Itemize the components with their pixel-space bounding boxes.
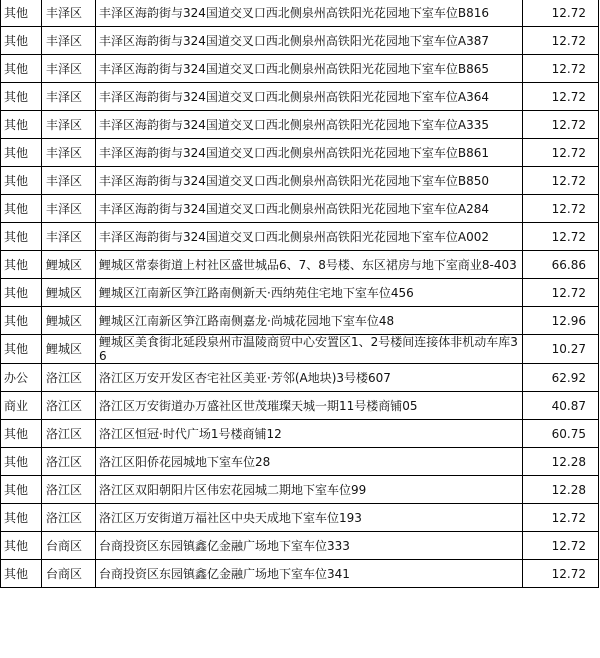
table-row bbox=[1, 392, 599, 420]
area-cell: 12.72 bbox=[523, 532, 599, 560]
area-cell: 12.96 bbox=[523, 307, 599, 335]
type-cell: 其他 bbox=[1, 476, 42, 504]
area-cell: 12.72 bbox=[523, 139, 599, 167]
table-row bbox=[1, 476, 599, 504]
address-cell: 鲤城区美食街北延段泉州市温陵商贸中心安置区1、2号楼间连接体非机动车库36 bbox=[96, 335, 523, 364]
address-cell: 鲤城区江南新区笋江路南侧嘉龙·尚城花园地下室车位48 bbox=[96, 307, 523, 335]
type-cell: 其他 bbox=[1, 532, 42, 560]
address-cell: 洛江区阳侨花园城地下室车位28 bbox=[96, 448, 523, 476]
district-cell: 鲤城区 bbox=[42, 335, 96, 364]
district-cell: 鲤城区 bbox=[42, 279, 96, 307]
table-row bbox=[1, 139, 599, 167]
address-cell: 洛江区万安开发区杏宅社区美亚·芳邻(A地块)3号楼607 bbox=[96, 364, 523, 392]
type-cell: 其他 bbox=[1, 83, 42, 111]
area-cell: 12.28 bbox=[523, 476, 599, 504]
district-cell: 台商区 bbox=[42, 560, 96, 588]
district-cell: 丰泽区 bbox=[42, 55, 96, 83]
type-cell: 其他 bbox=[1, 448, 42, 476]
type-cell: 其他 bbox=[1, 251, 42, 279]
table-row bbox=[1, 335, 599, 364]
district-cell: 洛江区 bbox=[42, 504, 96, 532]
area-cell: 60.75 bbox=[523, 420, 599, 448]
address-cell: 鲤城区常泰街道上村社区盛世城品6、7、8号楼、东区裙房与地下室商业8-403 bbox=[96, 251, 523, 279]
area-cell: 66.86 bbox=[523, 251, 599, 279]
district-cell: 鲤城区 bbox=[42, 307, 96, 335]
address-cell: 丰泽区海韵街与324国道交叉口西北侧泉州高铁阳光花园地下室车位A335 bbox=[96, 111, 523, 139]
district-cell: 丰泽区 bbox=[42, 223, 96, 251]
address-cell: 台商投资区东园镇鑫亿金融广场地下室车位341 bbox=[96, 560, 523, 588]
table-row bbox=[1, 560, 599, 588]
address-cell: 丰泽区海韵街与324国道交叉口西北侧泉州高铁阳光花园地下室车位A284 bbox=[96, 195, 523, 223]
type-cell: 其他 bbox=[1, 223, 42, 251]
address-cell: 台商投资区东园镇鑫亿金融广场地下室车位333 bbox=[96, 532, 523, 560]
area-cell: 10.27 bbox=[523, 335, 599, 364]
type-cell: 其他 bbox=[1, 139, 42, 167]
area-cell: 12.72 bbox=[523, 279, 599, 307]
table-row bbox=[1, 167, 599, 195]
area-cell: 12.72 bbox=[523, 167, 599, 195]
type-cell: 其他 bbox=[1, 279, 42, 307]
table-row bbox=[1, 27, 599, 55]
table-row bbox=[1, 55, 599, 83]
district-cell: 丰泽区 bbox=[42, 0, 96, 27]
area-cell: 12.72 bbox=[523, 223, 599, 251]
type-cell: 其他 bbox=[1, 167, 42, 195]
type-cell: 办公 bbox=[1, 364, 42, 392]
table-body bbox=[1, 0, 599, 588]
area-cell: 12.72 bbox=[523, 195, 599, 223]
area-cell: 12.72 bbox=[523, 0, 599, 27]
table-row bbox=[1, 307, 599, 335]
address-cell: 丰泽区海韵街与324国道交叉口西北侧泉州高铁阳光花园地下室车位B816 bbox=[96, 0, 523, 27]
address-cell: 丰泽区海韵街与324国道交叉口西北侧泉州高铁阳光花园地下室车位B850 bbox=[96, 167, 523, 195]
table-row bbox=[1, 420, 599, 448]
type-cell: 其他 bbox=[1, 335, 42, 364]
table-row bbox=[1, 111, 599, 139]
type-cell: 其他 bbox=[1, 27, 42, 55]
table-row bbox=[1, 223, 599, 251]
address-cell: 洛江区万安街道万福社区中央天成地下室车位193 bbox=[96, 504, 523, 532]
district-cell: 鲤城区 bbox=[42, 251, 96, 279]
type-cell: 其他 bbox=[1, 195, 42, 223]
table-row bbox=[1, 0, 599, 27]
address-cell: 洛江区万安街道办万盛社区世茂璀璨天城一期11号楼商铺05 bbox=[96, 392, 523, 420]
district-cell: 洛江区 bbox=[42, 392, 96, 420]
type-cell: 其他 bbox=[1, 560, 42, 588]
table-row bbox=[1, 251, 599, 279]
area-cell: 12.72 bbox=[523, 504, 599, 532]
district-cell: 台商区 bbox=[42, 532, 96, 560]
address-cell: 洛江区双阳朝阳片区伟宏花园城二期地下室车位99 bbox=[96, 476, 523, 504]
type-cell: 其他 bbox=[1, 504, 42, 532]
table-row bbox=[1, 504, 599, 532]
area-cell: 62.92 bbox=[523, 364, 599, 392]
table-row bbox=[1, 532, 599, 560]
district-cell: 丰泽区 bbox=[42, 195, 96, 223]
type-cell: 其他 bbox=[1, 0, 42, 27]
district-cell: 丰泽区 bbox=[42, 139, 96, 167]
area-cell: 12.72 bbox=[523, 55, 599, 83]
address-cell: 丰泽区海韵街与324国道交叉口西北侧泉州高铁阳光花园地下室车位A387 bbox=[96, 27, 523, 55]
address-cell: 丰泽区海韵街与324国道交叉口西北侧泉州高铁阳光花园地下室车位A364 bbox=[96, 83, 523, 111]
district-cell: 洛江区 bbox=[42, 364, 96, 392]
district-cell: 洛江区 bbox=[42, 420, 96, 448]
address-cell: 鲤城区江南新区笋江路南侧新天·西纳苑住宅地下室车位456 bbox=[96, 279, 523, 307]
table-row bbox=[1, 195, 599, 223]
address-cell: 丰泽区海韵街与324国道交叉口西北侧泉州高铁阳光花园地下室车位A002 bbox=[96, 223, 523, 251]
district-cell: 丰泽区 bbox=[42, 83, 96, 111]
type-cell: 其他 bbox=[1, 420, 42, 448]
area-cell: 12.72 bbox=[523, 560, 599, 588]
type-cell: 其他 bbox=[1, 55, 42, 83]
district-cell: 洛江区 bbox=[42, 448, 96, 476]
table-row bbox=[1, 279, 599, 307]
address-cell: 丰泽区海韵街与324国道交叉口西北侧泉州高铁阳光花园地下室车位B865 bbox=[96, 55, 523, 83]
district-cell: 丰泽区 bbox=[42, 111, 96, 139]
area-cell: 12.72 bbox=[523, 27, 599, 55]
table-row bbox=[1, 364, 599, 392]
type-cell: 其他 bbox=[1, 111, 42, 139]
area-cell: 12.28 bbox=[523, 448, 599, 476]
area-cell: 12.72 bbox=[523, 83, 599, 111]
table-row bbox=[1, 448, 599, 476]
district-cell: 丰泽区 bbox=[42, 167, 96, 195]
type-cell: 其他 bbox=[1, 307, 42, 335]
address-cell: 丰泽区海韵街与324国道交叉口西北侧泉州高铁阳光花园地下室车位B861 bbox=[96, 139, 523, 167]
type-cell: 商业 bbox=[1, 392, 42, 420]
district-cell: 丰泽区 bbox=[42, 27, 96, 55]
district-cell: 洛江区 bbox=[42, 476, 96, 504]
address-cell: 洛江区恒冠·时代广场1号楼商铺12 bbox=[96, 420, 523, 448]
area-cell: 12.72 bbox=[523, 111, 599, 139]
table-row bbox=[1, 83, 599, 111]
area-cell: 40.87 bbox=[523, 392, 599, 420]
